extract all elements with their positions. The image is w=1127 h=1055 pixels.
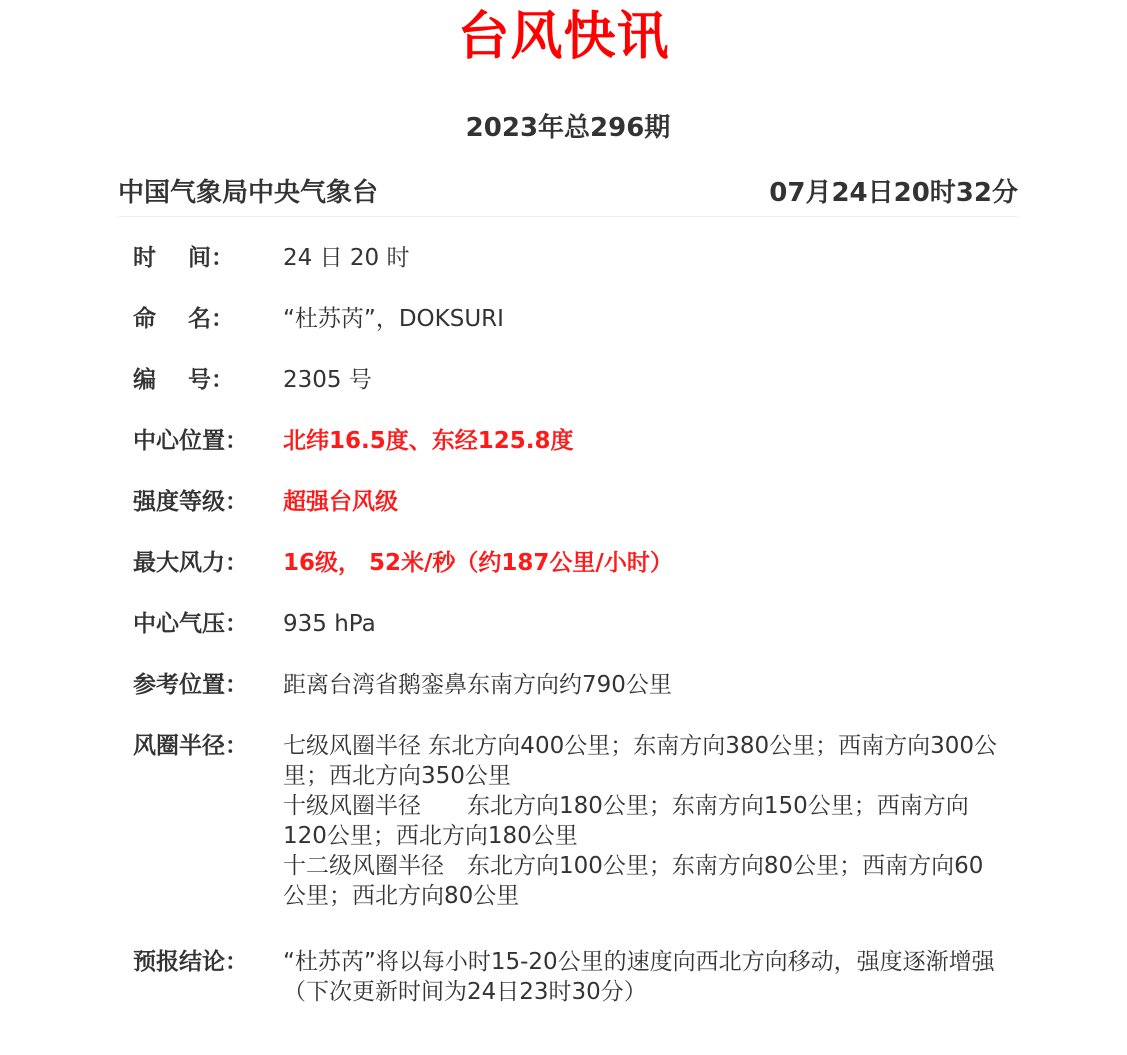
field-label: 中心位置： <box>133 428 248 454</box>
field-value: 24 日 20 时 <box>283 245 410 271</box>
agency-name: 中国气象局中央气象台 <box>118 178 379 208</box>
field-value: 935 hPa <box>283 611 376 637</box>
page-title: 台风快讯 <box>457 7 670 67</box>
issue-number: 2023年总296期 <box>465 113 671 143</box>
field-value <box>283 731 1003 911</box>
wind-radius-10: 十级风圈半径 东北方向180公里；东南方向150公里；西南方向120公里；西北方向180公里 <box>283 793 969 849</box>
wind-radius-12: 十二级风圈半径 东北方向100公里；东南方向80公里；西南方向60公里；西北方向80公里 <box>283 853 984 909</box>
field-value: 北纬16.5度、东经125.8度 <box>283 428 574 454</box>
field-label: 命 名： <box>133 306 235 332</box>
field-label: 编 号： <box>133 367 235 393</box>
wind-radius-7: 七级风圈半径 东北方向400公里；东南方向380公里；西南方向300公里；西北方向350公里 <box>283 733 998 789</box>
next-update-note: （下次更新时间为24日23时30分） <box>283 979 647 1005</box>
field-value: 距离台湾省鹅銮鼻东南方向约790公里 <box>283 672 672 698</box>
field-value: “杜苏芮”，DOKSURI <box>283 306 504 332</box>
field-label: 强度等级： <box>133 489 248 515</box>
field-value: 2305 号 <box>283 367 372 393</box>
field-label: 预报结论： <box>133 949 248 975</box>
field-value <box>283 947 1003 1007</box>
field-label: 参考位置： <box>133 672 248 698</box>
bulletin-header <box>118 174 1018 217</box>
field-value: 超强台风级 <box>283 489 398 515</box>
forecast-conclusion: “杜苏芮”将以每小时15-20公里的速度向西北方向移动，强度逐渐增强 <box>283 949 995 975</box>
field-label: 风圈半径： <box>133 733 248 759</box>
field-label: 中心气压： <box>133 611 248 637</box>
field-label: 最大风力： <box>133 550 248 576</box>
publish-datetime: 07月24日20时32分 <box>769 178 1018 208</box>
field-label: 时 间： <box>133 245 235 271</box>
field-value: 16级， 52米/秒（约187公里/小时） <box>283 550 673 576</box>
